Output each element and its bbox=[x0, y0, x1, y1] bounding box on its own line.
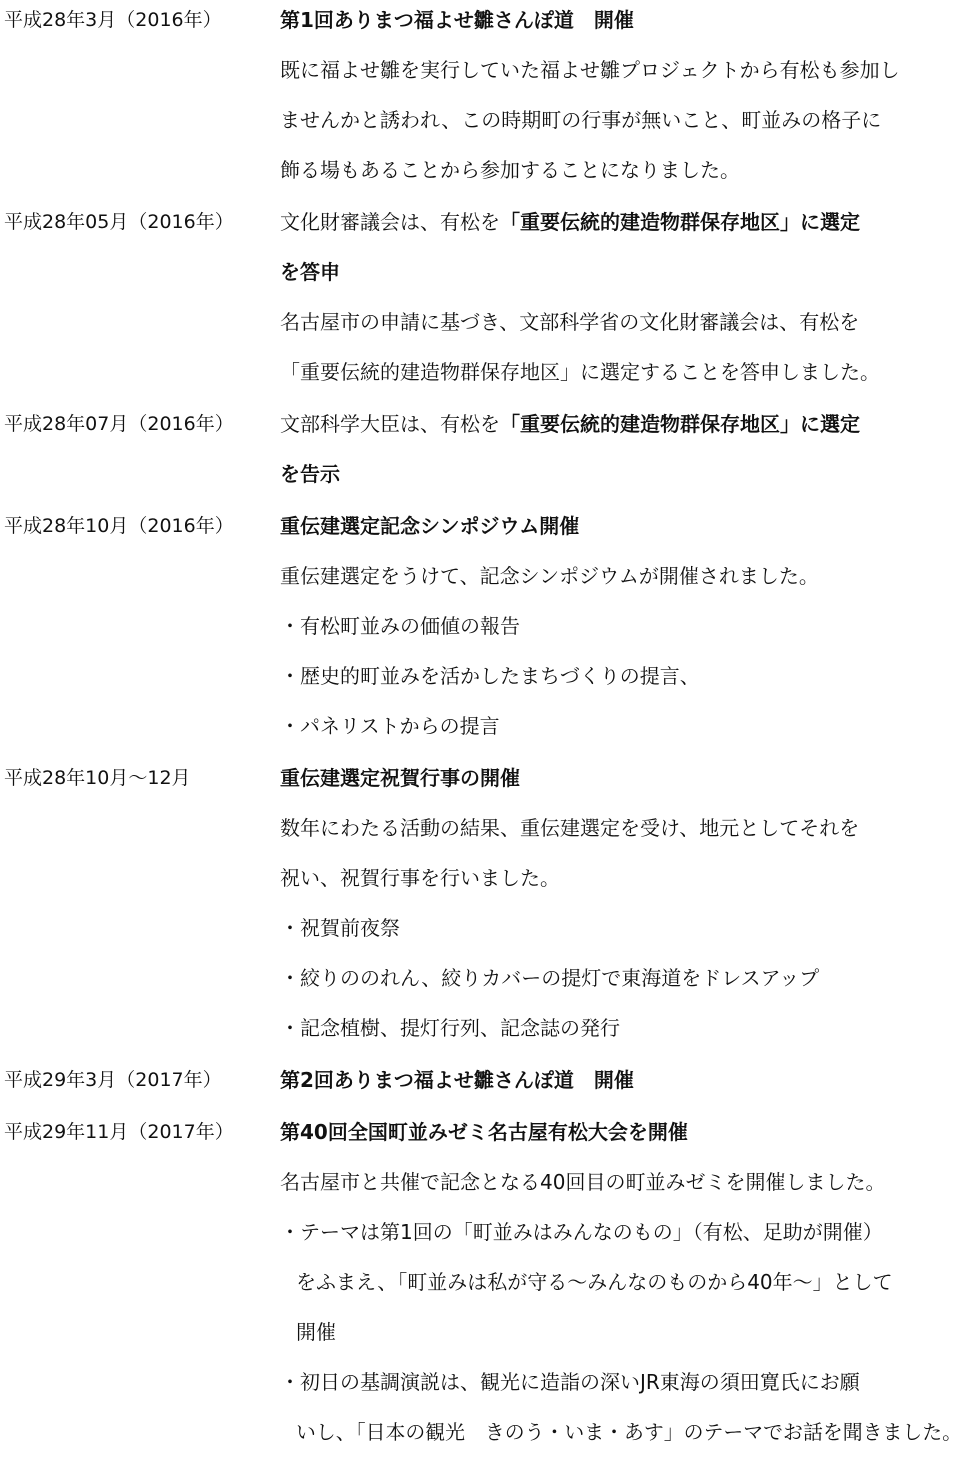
entry-title-emphasis: 「重要伝統的建造物群保存地区」に選定 bbox=[500, 210, 860, 234]
entry-line-text: をふまえ、「町並みは私が守る～みんなのものから40年～」として bbox=[296, 1270, 893, 1294]
entry-line-text: ・有松町並みの価値の報告 bbox=[280, 614, 520, 638]
entry-line bbox=[0, 808, 969, 858]
entry-line-text: ませんかと誘われ、この時期町の行事が無いこと、町並みの格子に bbox=[280, 108, 882, 132]
entry-title-plain: 文部科学大臣は、有松を bbox=[280, 412, 500, 436]
entry-line-text: いし、「日本の観光 きのう・いま・あす」のテーマでお話を聞きました。 bbox=[296, 1420, 962, 1444]
entry-line-text: 数年にわたる活動の結果、重伝建選定を受け、地元としてそれを bbox=[280, 816, 860, 840]
entry-title-emphasis: 「重要伝統的建造物群保存地区」に選定 bbox=[500, 412, 860, 436]
entry-line bbox=[0, 606, 969, 656]
entry-line bbox=[0, 908, 969, 958]
entry-line-text: 「重要伝統的建造物群保存地区」に選定することを答申しました。 bbox=[280, 360, 880, 384]
entry-title-cont: を告示 bbox=[280, 462, 340, 486]
entry-line bbox=[0, 1008, 969, 1058]
entry-line-text: ・テーマは第1回の「町並みはみんなのもの」（有松、足助が開催） bbox=[280, 1220, 883, 1244]
entry-title: 重伝建選定祝賀行事の開催 bbox=[280, 766, 520, 790]
entry-2017-03 bbox=[0, 1060, 969, 1110]
entry-date: 平成28年3月（2016年） bbox=[4, 9, 222, 31]
entry-title-cont: を答申 bbox=[280, 260, 340, 284]
entry-title bbox=[280, 202, 860, 242]
entry-date: 平成28年10月（2016年） bbox=[4, 515, 234, 537]
entry-line-text: ・祝賀前夜祭 bbox=[280, 916, 400, 940]
entry-date: 平成29年11月（2017年） bbox=[4, 1121, 234, 1143]
entry-date: 平成28年10月～12月 bbox=[4, 767, 191, 789]
entry-line bbox=[0, 150, 969, 200]
entry-line bbox=[0, 50, 969, 100]
entry-date: 平成28年05月（2016年） bbox=[4, 211, 234, 233]
entry-line-text: 名古屋市の申請に基づき、文部科学省の文化財審議会は、有松を bbox=[280, 310, 860, 334]
entry-date: 平成28年07月（2016年） bbox=[4, 413, 234, 435]
entry-line bbox=[0, 302, 969, 352]
entry-line-text: 祝い、祝賀行事を行いました。 bbox=[280, 866, 560, 890]
entry-line bbox=[0, 1162, 969, 1212]
entry-title: 重伝建選定記念シンポジウム開催 bbox=[280, 514, 580, 538]
entry-line bbox=[0, 1312, 969, 1362]
entry-title-continued bbox=[0, 454, 969, 504]
entry-line-text: ・絞りののれん、絞りカバーの提灯で東海道をドレスアップ bbox=[280, 966, 820, 990]
entry-line bbox=[0, 706, 969, 756]
entry-2016-07 bbox=[0, 404, 969, 454]
entry-line bbox=[0, 858, 969, 908]
entry-line bbox=[0, 1362, 969, 1412]
entry-title: 第2回ありまつ福よせ雛さんぽ道 開催 bbox=[280, 1068, 634, 1092]
entry-title-continued bbox=[0, 252, 969, 302]
entry-2017-11 bbox=[0, 1112, 969, 1162]
entry-title-plain: 文化財審議会は、有松を bbox=[280, 210, 500, 234]
entry-title: 第1回ありまつ福よせ雛さんぽ道 開催 bbox=[280, 8, 634, 32]
entry-line bbox=[0, 1412, 969, 1462]
entry-line bbox=[0, 352, 969, 402]
entry-date: 平成29年3月（2017年） bbox=[4, 1069, 222, 1091]
entry-line bbox=[0, 100, 969, 150]
entry-line bbox=[0, 958, 969, 1008]
entry-line bbox=[0, 656, 969, 706]
entry-line-text: 既に福よせ雛を実行していた福よせ雛プロジェクトから有松も参加し bbox=[280, 58, 900, 82]
entry-line bbox=[0, 1262, 969, 1312]
entry-line-text: 名古屋市と共催で記念となる40回目の町並みゼミを開催しました。 bbox=[280, 1170, 886, 1194]
entry-line-text: 重伝建選定をうけて、記念シンポジウムが開催されました。 bbox=[280, 564, 819, 588]
entry-line bbox=[0, 1212, 969, 1262]
entry-2016-10-12 bbox=[0, 758, 969, 808]
entry-line bbox=[0, 556, 969, 606]
entry-line-text: ・パネリストからの提言 bbox=[280, 714, 500, 738]
entry-line-text: 飾る場もあることから参加することになりました。 bbox=[280, 158, 740, 182]
entry-line-text: ・記念植樹、提灯行列、記念誌の発行 bbox=[280, 1016, 620, 1040]
entry-2016-03 bbox=[0, 0, 969, 50]
entry-line-text: ・初日の基調演説は、観光に造詣の深いJR東海の須田寛氏にお願 bbox=[280, 1370, 860, 1394]
entry-line-text: ・歴史的町並みを活かしたまちづくりの提言、 bbox=[280, 664, 700, 688]
entry-line-text: 開催 bbox=[296, 1320, 336, 1344]
entry-title: 第40回全国町並みゼミ名古屋有松大会を開催 bbox=[280, 1120, 688, 1144]
entry-2016-10 bbox=[0, 506, 969, 556]
entry-2016-05 bbox=[0, 202, 969, 252]
entry-title bbox=[280, 404, 860, 444]
